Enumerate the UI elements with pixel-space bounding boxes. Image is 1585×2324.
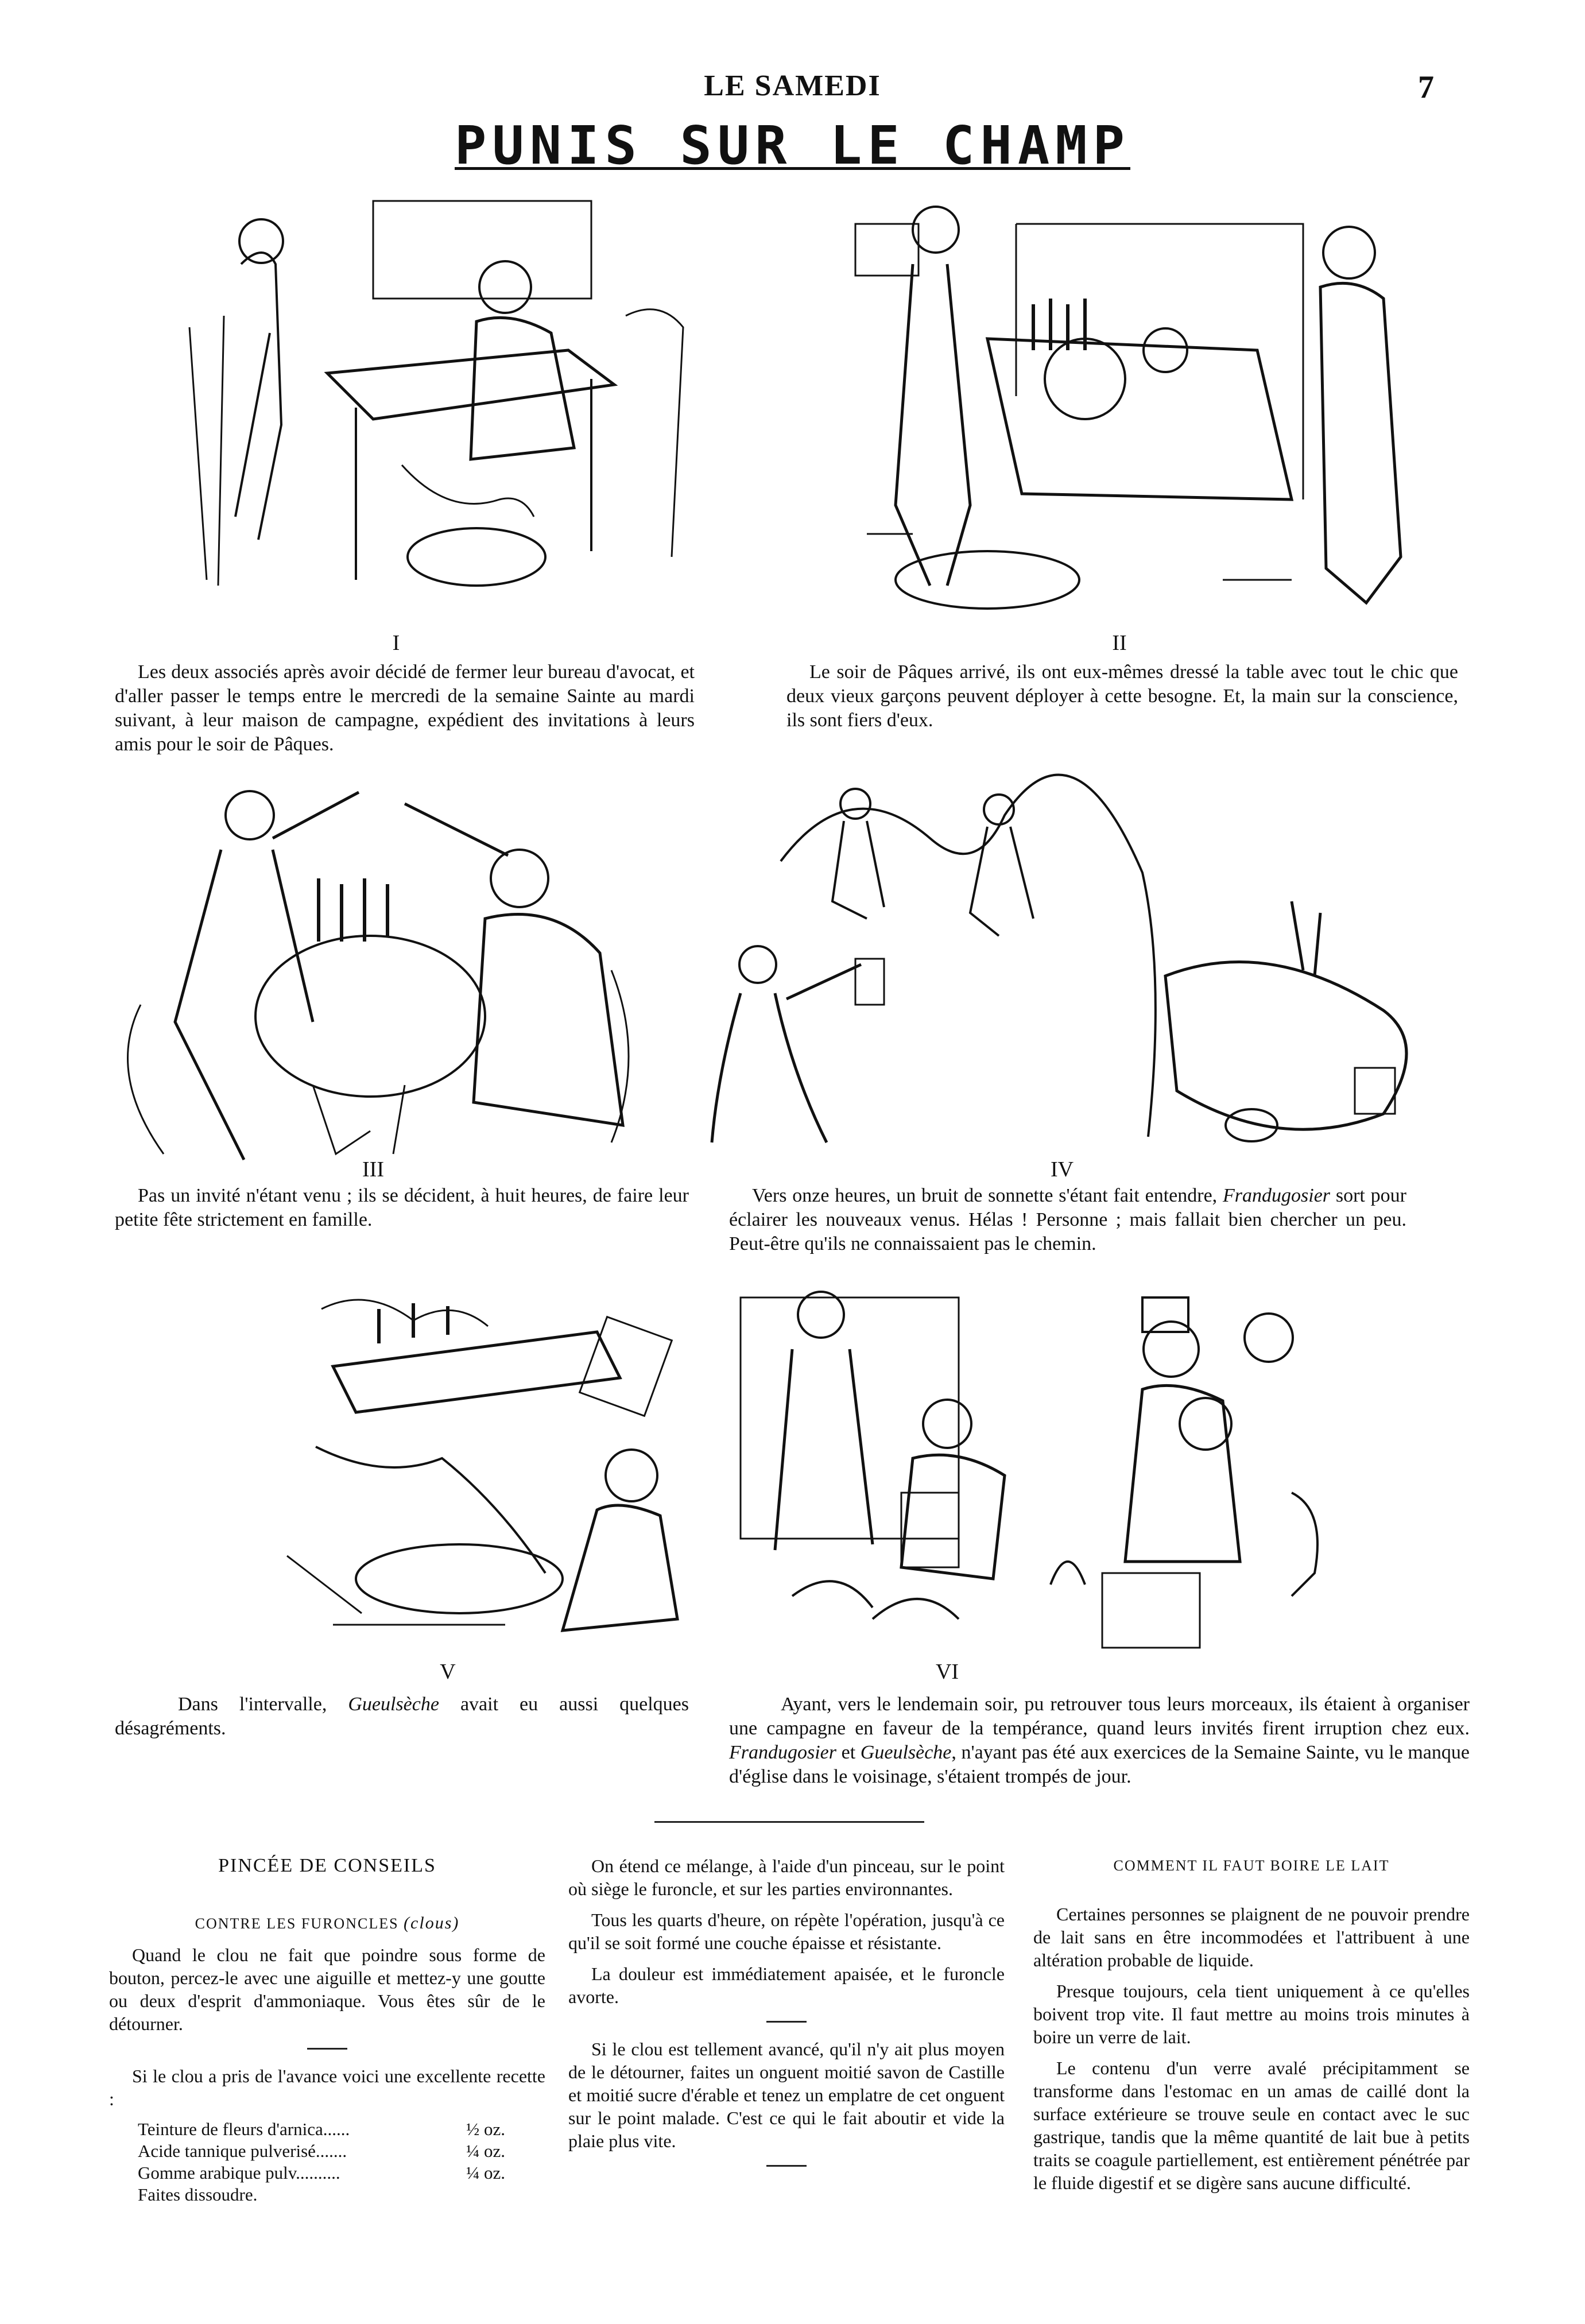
panel-5-numeral: V (440, 1660, 456, 1684)
advice-heading: PINCÉE DE CONSEILS (218, 1855, 436, 1876)
panel-6-numeral: VI (935, 1660, 959, 1684)
illustration-panel-2 (844, 189, 1447, 632)
advice-paragraph-2: Si le clou a pris de l'avance voici une excellente recette : (109, 2066, 545, 2109)
panel-6-name-frandugosier: Frandugosier (729, 1742, 836, 1763)
panel-4-caption (729, 1184, 1406, 1256)
milk-paragraph-3: Le contenu d'un verre avalé précipitamment se transforme dans l'estomac en un amas de caillé dont la surface extérieure se trouve seule en contact avec le suc gastrique, tandis que la même quantité de lait bue à petits traits se coagule partiellement, est entièrement pénétrée par le fluide digestif et se digère sans aucune difficulté. (1033, 2058, 1470, 2193)
separator (307, 2048, 347, 2050)
page-number: 7 (1418, 69, 1434, 105)
recipe-list (138, 2118, 545, 2206)
panel-4-caption-part-a: Vers onze heures, un bruit de sonnette s'étant fait entendre, (752, 1185, 1223, 1206)
treatment-paragraph-2: Tous les quarts d'heure, on répète l'opération, jusqu'à ce qu'il se soit formé une couche épaisse et résistante. (568, 1909, 1005, 1953)
recipe-instruction: Faites dissoudre. (138, 2184, 258, 2205)
milk-heading: COMMENT IL FAUT BOIRE LE LAIT (1113, 1857, 1390, 1874)
recipe-quantity: ½ oz. (466, 2119, 505, 2139)
page-title: PUNIS SUR LE CHAMP (455, 115, 1130, 176)
recipe-ingredient: Gomme arabique pulv.......... (138, 2163, 340, 2183)
furoncles-subheading-text: CONTRE LES FURONCLES (195, 1915, 399, 1932)
treatment-column (568, 1854, 1005, 2182)
panel-6-caption-part-b: et (836, 1742, 861, 1763)
panel-5-caption-part-a: Dans l'intervalle, (178, 1694, 348, 1715)
recipe-row (138, 2118, 545, 2140)
recipe-ingredient: Acide tannique pulverisé....... (138, 2141, 347, 2161)
panel-5-caption (115, 1692, 689, 1741)
milk-column (1033, 1854, 1470, 2202)
recipe-ingredient: Teinture de fleurs d'arnica...... (138, 2119, 350, 2139)
panel-6-caption-part-c: , n'ayant pas été aux exercices de la Semaine Sainte, vu le manque d'église dans le voisinage, s'étaient trompés de jour. (729, 1742, 1470, 1787)
panel-6-caption (729, 1692, 1470, 1789)
treatment-paragraph-4: Si le clou est tellement avancé, qu'il n'y ait plus moyen de le détourner, faites un onguent moitié savon de Castille et moitié sucre d'érable et tenez un emplatre de cet onguent sur le point malade. C'est ce qui le fait aboutir et vide la plaie plus vite. (568, 2039, 1005, 2151)
panel-4-name-frandugosier: Frandugosier (1223, 1185, 1331, 1206)
illustration-panel-1 (155, 189, 700, 609)
treatment-paragraph-1: On étend ce mélange, à l'aide d'un pinceau, sur le point où siège le furoncle, et sur les parties environnantes. (568, 1856, 1005, 1899)
illustration-panel-4 (677, 758, 1470, 1171)
panel-1-caption: Les deux associés après avoir décidé de fermer leur bureau d'avocat, et d'aller passer le temps entre le mercredi de la semaine Sainte au mardi suivant, à leur maison de campagne, expédient des invitations à leurs amis pour le soir de Pâques. (115, 661, 695, 755)
illustration-panel-3 (83, 764, 657, 1165)
panel-1-numeral: I (392, 631, 400, 655)
separator (766, 2165, 807, 2167)
panel-5-caption-part-b: avait eu aussi quelques désagréments. (115, 1694, 689, 1739)
milk-paragraph-1: Certaines personnes se plaignent de ne pouvoir prendre de lait sans en être incommodées et l'attribuent à une altération probable de liquide. (1033, 1904, 1470, 1970)
advice-paragraph-1: Quand le clou ne fait que poindre sous forme de bouton, percez-le avec une aiguille et mettez-y une goutte ou deux d'esprit d'ammoniaque. Vous êtes sûr de le détourner. (109, 1945, 545, 2034)
furoncles-subheading-italic: (clous) (404, 1914, 460, 1932)
panel-4-caption-part-b: sort pour éclairer les nouveaux venus. Hélas ! Personne ; mais fallait bien chercher un peu. Peut-être qu'ils ne connaissaient pas le chemin. (729, 1185, 1406, 1254)
recipe-quantity: ¼ oz. (466, 2141, 505, 2161)
panel-3-caption: Pas un invité n'étant venu ; ils se décident, à huit heures, de faire leur petite fête strictement en famille. (115, 1185, 689, 1230)
furoncles-subheading (109, 1912, 545, 1935)
advice-column (109, 1854, 545, 2206)
panel-3-numeral: III (362, 1157, 384, 1182)
section-divider (654, 1821, 924, 1823)
panel-5-name-gueulseche: Gueulsèche (348, 1694, 439, 1715)
illustration-panel-5 (276, 1280, 712, 1648)
milk-paragraph-2: Presque toujours, cela tient uniquement à ce qu'elles boivent trop vite. Il faut mettre au moins trois minutes à boire un verre de lait. (1033, 1981, 1470, 2047)
panel-6-name-gueulseche: Gueulsèche (860, 1742, 952, 1763)
panel-4-numeral: IV (1050, 1157, 1074, 1182)
illustration-panel-6 (729, 1275, 1366, 1665)
panel-2-numeral: II (1112, 631, 1127, 655)
running-head: LE SAMEDI (704, 69, 881, 102)
recipe-row (138, 2162, 545, 2184)
separator (766, 2021, 807, 2023)
treatment-paragraph-3: La douleur est immédiatement apaisée, et le furoncle avorte. (568, 1963, 1005, 2007)
recipe-quantity: ¼ oz. (466, 2163, 505, 2183)
panel-6-caption-part-a: Ayant, vers le lendemain soir, pu retrouver tous leurs morceaux, ils étaient à organiser une campagne en faveur de la tempérance, quand leurs invités firent irruption chez eux. (729, 1694, 1470, 1739)
panel-2-caption: Le soir de Pâques arrivé, ils ont eux-mêmes dressé la table avec tout le chic que deux vieux garçons peuvent déployer à cette besogne. Et, la main sur la conscience, ils sont fiers d'eux. (786, 661, 1458, 731)
recipe-row (138, 2140, 545, 2162)
